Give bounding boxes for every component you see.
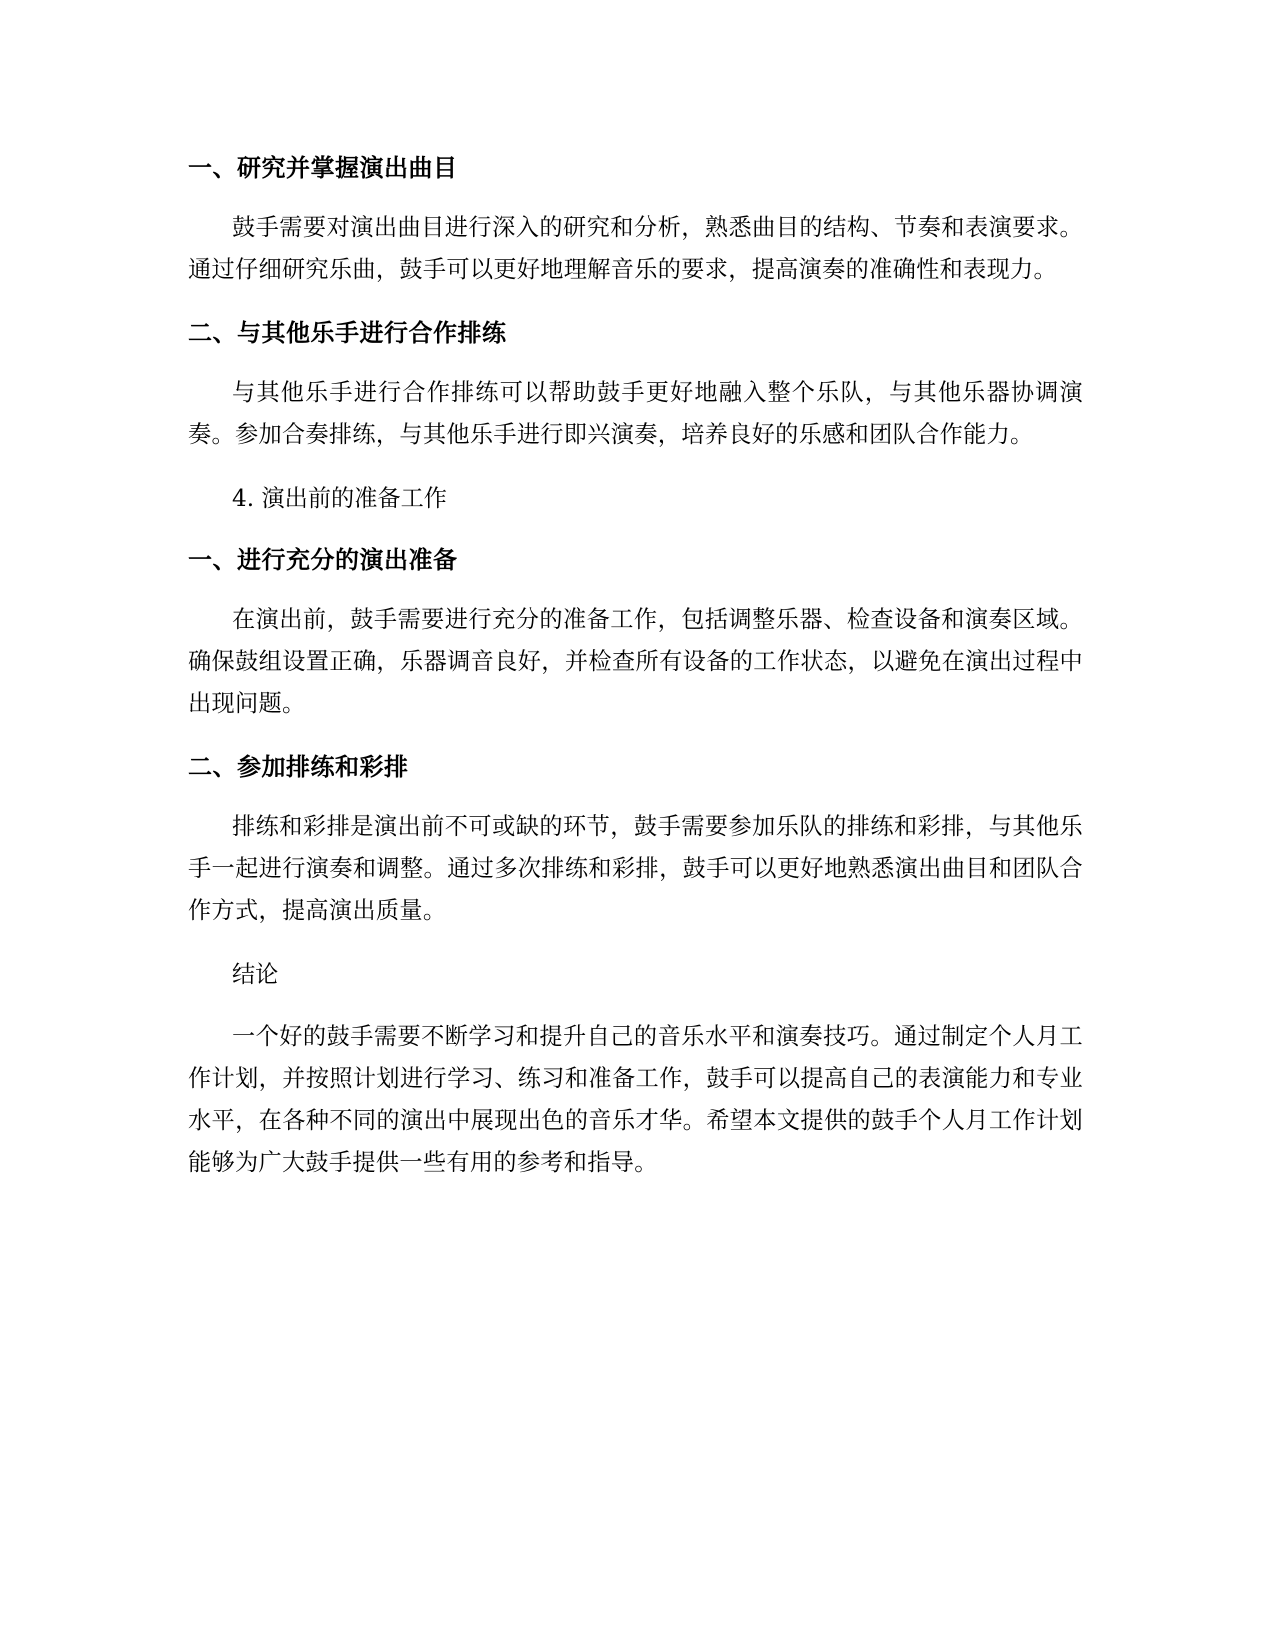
paragraph-conclusion: 一个好的鼓手需要不断学习和提升自己的音乐水平和演奏技巧。通过制定个人月工作计划，并按照计划进行学习、练习和准备工作，鼓手可以提高自己的表演能力和专业水平，在各种不同的演出中展现出色的音乐才华。希望本文提供的鼓手个人月工作计划能够为广大鼓手提供一些有用的参考和指导。 [188, 1023, 1083, 1176]
section-heading-ensemble-rehearsal: 二、与其他乐手进行合作排练 [188, 319, 507, 347]
section-heading-rehearsal-dress: 二、参加排练和彩排 [188, 753, 409, 781]
subheading-conclusion: 结论 [232, 961, 279, 988]
paragraph-ensemble-rehearsal: 与其他乐手进行合作排练可以帮助鼓手更好地融入整个乐队，与其他乐器协调演奏。参加合奏排练，与其他乐手进行即兴演奏，培养良好的乐感和团队合作能力。 [188, 379, 1083, 448]
section-heading-research-repertoire: 一、研究并掌握演出曲目 [188, 154, 458, 182]
section-heading-full-preparation: 一、进行充分的演出准备 [188, 546, 458, 574]
subheading-pre-performance-prep: 4. 演出前的准备工作 [232, 485, 447, 512]
paragraph-full-preparation: 在演出前，鼓手需要进行充分的准备工作，包括调整乐器、检查设备和演奏区域。确保鼓组设置正确，乐器调音良好，并检查所有设备的工作状态，以避免在演出过程中出现问题。 [188, 606, 1083, 717]
document-body [188, 148, 1083, 1206]
paragraph-research-repertoire: 鼓手需要对演出曲目进行深入的研究和分析，熟悉曲目的结构、节奏和表演要求。通过仔细研究乐曲，鼓手可以更好地理解音乐的要求，提高演奏的准确性和表现力。 [188, 214, 1083, 283]
paragraph-rehearsal-dress: 排练和彩排是演出前不可或缺的环节，鼓手需要参加乐队的排练和彩排，与其他乐手一起进行演奏和调整。通过多次排练和彩排，鼓手可以更好地熟悉演出曲目和团队合作方式，提高演出质量。 [188, 813, 1083, 924]
